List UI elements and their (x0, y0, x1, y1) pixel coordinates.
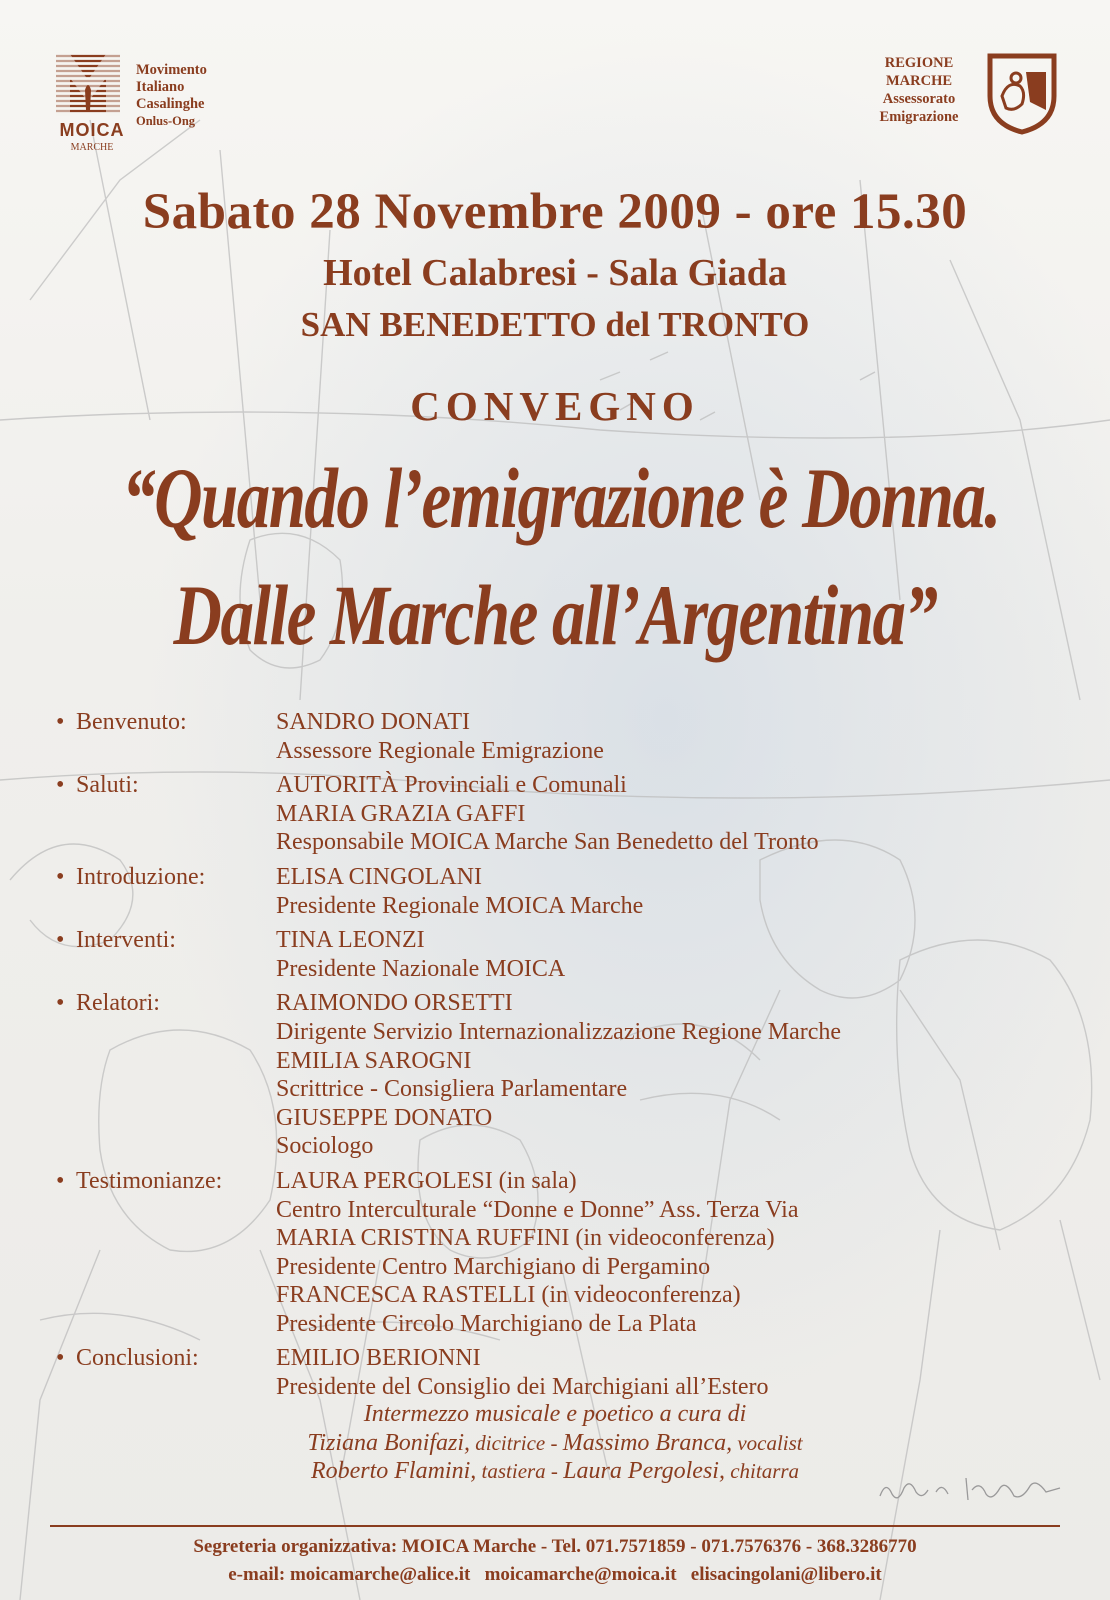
program-item (56, 863, 1056, 920)
program-line: Responsabile MOICA Marche San Benedetto del Tronto (276, 829, 819, 856)
regione-line: REGIONE (884, 55, 954, 71)
program-item (56, 1167, 1056, 1339)
program-label-text: Introduzione: (76, 863, 206, 890)
performer-name: Tiziana Bonifazi, (307, 1429, 471, 1456)
intermezzo-line (0, 1429, 1110, 1458)
event-title-line-2: Dalle Marche all’Argentina” (173, 567, 937, 663)
program-label (56, 863, 205, 892)
regione-line: Assessorato (882, 91, 956, 107)
program-label-text: Saluti: (76, 772, 139, 799)
program-list (56, 708, 1056, 1402)
bullet-icon: • (56, 863, 65, 890)
program-line: EMILIA SAROGNI (276, 1047, 472, 1074)
moica-wordmark: MOICA (59, 120, 125, 140)
moica-name-line: Movimento (136, 62, 207, 78)
footer-emails: e-mail: moicamarche@alice.it moicamarche@moica.it elisacingolani@libero.it (228, 1564, 882, 1585)
artist-signature (876, 1470, 1066, 1506)
program-line: LAURA PERGOLESI (in sala) (276, 1167, 577, 1194)
program-line: Presidente Nazionale MOICA (276, 955, 566, 982)
program-line: Presidente Circolo Marchigiano de La Plata (276, 1310, 697, 1337)
program-label (56, 1167, 222, 1196)
program-line: Presidente Regionale MOICA Marche (276, 892, 644, 919)
program-line: ELISA CINGOLANI (276, 863, 482, 890)
footer-contacts: Segreteria organizzativa: MOICA Marche - Tel. 071.7571859 - 071.7576376 - 368.3286770 (193, 1536, 917, 1557)
intermezzo-heading: Intermezzo musicale e poetico a cura di (363, 1401, 747, 1427)
program-item (56, 708, 1056, 765)
bullet-icon: • (56, 709, 65, 735)
program-line: SANDRO DONATI (276, 709, 471, 735)
moica-name-line: Italiano (136, 79, 185, 95)
program-line: Assessore Regionale Emigrazione (276, 737, 604, 764)
regione-marche-logo (860, 52, 1060, 142)
program-label-text: Testimonianze: (76, 1167, 223, 1194)
program-line: MARIA CRISTINA RUFFINI (in videoconferenza) (276, 1225, 775, 1252)
program-line: RAIMONDO ORSETTI (276, 990, 513, 1017)
regione-shield-icon (986, 52, 1058, 136)
footer-divider (50, 1525, 1060, 1527)
program-label (56, 926, 176, 955)
program-label-text: Conclusioni: (76, 1345, 199, 1372)
program-item (56, 771, 1056, 857)
moica-logo (52, 50, 242, 155)
event-kind: CONVEGNO (410, 383, 700, 429)
event-date: Sabato 28 Novembre 2009 - ore 15.30 (142, 184, 968, 240)
performer-role: vocalist (732, 1430, 803, 1455)
program-line: FRANCESCA RASTELLI (in videoconferenza) (276, 1282, 741, 1309)
regione-line: Emigrazione (879, 109, 959, 125)
moica-region: MARCHE (70, 142, 114, 153)
program-line: TINA LEONZI (276, 927, 425, 954)
program-label-text: Interventi: (76, 927, 176, 954)
bullet-icon: • (56, 772, 65, 799)
regione-line: MARCHE (885, 73, 953, 89)
program-line: Scrittrice - Consigliera Parlamentare (276, 1076, 628, 1103)
event-title-line-1: “Quando l’emigrazione è Donna. (122, 450, 1000, 546)
program-line: EMILIO BERIONNI (276, 1345, 481, 1372)
bullet-icon: • (56, 1345, 65, 1372)
moica-name (136, 62, 207, 130)
program-label (56, 1344, 199, 1373)
program-item (56, 1344, 1056, 1401)
program-line: AUTORITÀ Provinciali e Comunali (276, 772, 627, 799)
bullet-icon: • (56, 990, 65, 1017)
performer-role: tastiera - (476, 1459, 564, 1483)
performer-name: Laura Pergolesi, (563, 1458, 725, 1484)
program-item (56, 926, 1056, 983)
performer-role: dicitrice - (470, 1430, 563, 1455)
program-item (56, 989, 1056, 1161)
program-line: GIUSEPPE DONATO (276, 1104, 493, 1131)
program-label (56, 989, 160, 1018)
program-line: Centro Interculturale “Donne e Donne” Ass. Terza Via (276, 1196, 799, 1223)
program-label-text: Relatori: (76, 990, 160, 1017)
program-label (56, 771, 139, 800)
program-line: Presidente Centro Marchigiano di Pergamino (276, 1253, 711, 1280)
moica-status: Onlus-Ong (136, 114, 196, 128)
regione-text (860, 54, 978, 126)
moica-emblem-icon (52, 50, 124, 122)
moica-name-line: Casalinghe (136, 96, 205, 112)
program-line: Presidente del Consiglio dei Marchigiani all’Estero (276, 1374, 769, 1401)
program-label-text: Benvenuto: (76, 709, 187, 735)
program-line: Sociologo (276, 1133, 374, 1160)
program-line: Dirigente Servizio Internazionalizzazione Regione Marche (276, 1018, 842, 1045)
program-label (56, 708, 187, 737)
event-city: SAN BENEDETTO del TRONTO (300, 305, 810, 344)
bullet-icon: • (56, 927, 65, 954)
event-venue: Hotel Calabresi - Sala Giada (323, 252, 787, 294)
bullet-icon: • (56, 1167, 65, 1194)
program-line: MARIA GRAZIA GAFFI (276, 800, 526, 827)
performer-name: Massimo Branca, (562, 1429, 733, 1456)
performer-name: Roberto Flamini, (310, 1458, 477, 1484)
performer-role: chitarra (724, 1459, 800, 1483)
footer (0, 1533, 1110, 1589)
